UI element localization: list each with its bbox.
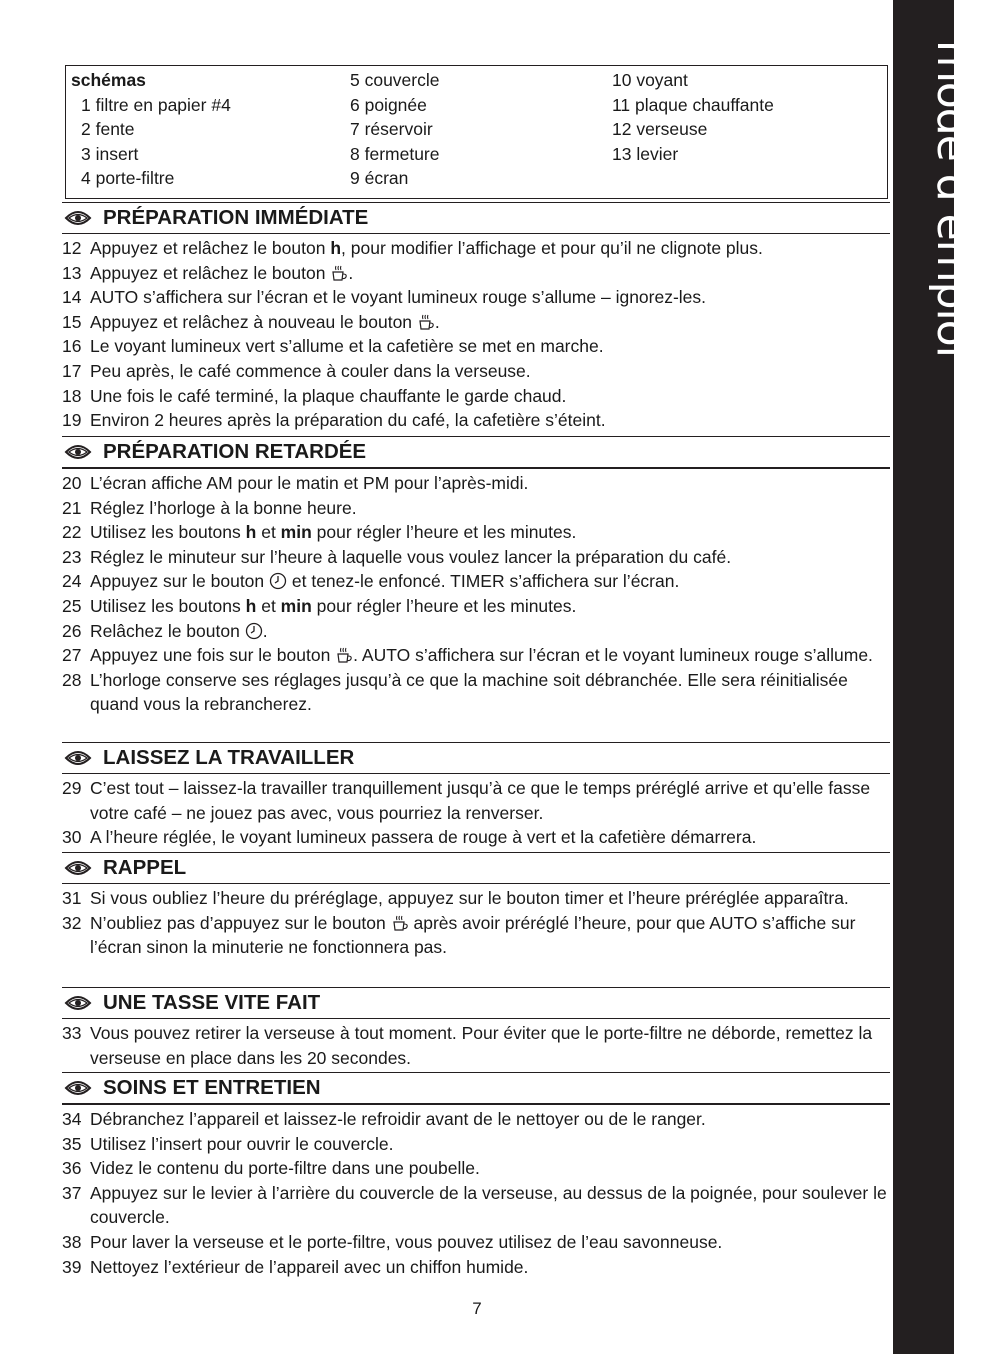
schema-item: 6 poignée (350, 94, 427, 115)
step-item (62, 1132, 890, 1157)
step-list (62, 469, 890, 717)
step-item (62, 569, 890, 594)
step-item (62, 545, 890, 570)
step-number: 13 (62, 262, 82, 283)
step-item (62, 496, 890, 521)
schemas-column-1 (71, 68, 231, 191)
step-text (90, 594, 890, 619)
step-text (90, 643, 890, 668)
step-number: 12 (62, 238, 82, 258)
step-item (62, 1107, 890, 1132)
schema-item: 13 levier (612, 143, 679, 164)
step-text-run: . (434, 311, 440, 332)
step-text (90, 496, 890, 521)
step-text-run: Si vous oubliez l’heure du préréglage, appuyez sur le bouton timer et l’heure préréglée apparaîtra. (90, 888, 849, 908)
eye-icon (62, 750, 103, 766)
step-item (62, 520, 890, 545)
step-text-run: . (262, 620, 268, 641)
step-list (62, 234, 890, 433)
step-text-run: pour régler l’heure et les minutes. (311, 522, 577, 543)
step-number: 25 (62, 595, 82, 616)
step-text (90, 261, 890, 286)
step-number: 28 (62, 669, 82, 690)
step-number: 18 (62, 385, 82, 406)
step-text (90, 1181, 890, 1230)
step-item (62, 310, 890, 335)
step-text-run: N’oubliez pas d’appuyez sur le bouton (90, 912, 391, 933)
section-title: UNE TASSE VITE FAIT (103, 991, 321, 1014)
step-item (62, 776, 890, 825)
step-text (90, 236, 890, 261)
step-text (90, 359, 890, 384)
step-item (62, 886, 890, 911)
section-title: PRÉPARATION RETARDÉE (103, 440, 367, 463)
step-text-run: Réglez l’horloge à la bonne heure. (90, 497, 357, 518)
button-name: h (245, 522, 257, 543)
step-number: 24 (62, 571, 82, 592)
cup-icon (417, 312, 435, 332)
section-title: PRÉPARATION IMMÉDIATE (103, 206, 369, 229)
step-text-run: L’écran affiche AM pour le matin et PM pour l’après-midi. (90, 473, 529, 493)
schema-item: 5 couvercle (350, 70, 440, 90)
step-text (90, 408, 890, 433)
step-text-run: AUTO s’affichera sur l’écran et le voyant lumineux rouge s’allume – ignorez-les. (90, 287, 707, 308)
section (62, 203, 890, 433)
step-text (90, 1255, 890, 1280)
step-text (90, 825, 890, 850)
step-item (62, 359, 890, 384)
cup-icon (335, 645, 353, 665)
step-item (62, 911, 890, 960)
step-number: 16 (62, 336, 82, 357)
schema-item: 9 écran (350, 168, 409, 189)
schema-item: 4 porte-filtre (81, 168, 175, 189)
step-text (90, 668, 890, 717)
step-text-run: Utilisez les boutons (90, 522, 246, 543)
step-number: 37 (62, 1182, 82, 1203)
section (62, 436, 890, 717)
step-item (62, 643, 890, 668)
step-text (90, 520, 890, 545)
section-title: SOINS ET ENTRETIEN (103, 1076, 321, 1099)
eye-icon (62, 995, 103, 1011)
button-name: h (330, 238, 342, 258)
step-text (90, 886, 890, 911)
section-heading (62, 988, 890, 1019)
step-list (62, 774, 890, 850)
step-text (90, 911, 890, 960)
step-text-run: Débranchez l’appareil et laissez-le refroidir avant de le nettoyer ou de le ranger. (90, 1109, 706, 1129)
step-number: 21 (62, 497, 82, 518)
page-number: 7 (472, 1299, 482, 1318)
step-text-run: L’horloge conserve ses réglages jusqu’à ce que la machine soit débranchée. Elle sera réinitialisée quand vous la rebrancherez. (90, 669, 848, 715)
schema-item: 10 voyant (612, 70, 688, 90)
section-heading (62, 853, 890, 884)
step-text-run: Appuyez et relâchez le bouton (90, 238, 331, 258)
step-text-run: A l’heure réglée, le voyant lumineux passera de rouge à vert et la cafetière démarrera. (90, 827, 757, 848)
button-name: h (245, 595, 257, 616)
step-item (62, 1255, 890, 1280)
step-text-run: Appuyez et relâchez le bouton (90, 262, 331, 283)
side-tab (893, 0, 978, 1354)
step-number: 17 (62, 360, 82, 381)
section-heading (62, 203, 890, 234)
eye-icon (62, 1080, 103, 1096)
section-heading (62, 1073, 890, 1105)
step-text-run: Appuyez une fois sur le bouton (90, 645, 336, 666)
eye-icon (62, 210, 103, 226)
step-number: 26 (62, 620, 82, 641)
step-text-run: Relâchez le bouton (90, 620, 245, 641)
step-text (90, 1107, 890, 1132)
step-item (62, 471, 890, 496)
step-number: 27 (62, 645, 82, 666)
eye-icon (62, 860, 103, 876)
step-number: 36 (62, 1158, 82, 1179)
step-text-run: après avoir préréglé l’heure, pour que AUTO s’affiche sur l’écran sinon la minuterie ne fonctionnera pas. (90, 912, 856, 958)
clock-icon (245, 621, 263, 641)
schema-item: 12 verseuse (612, 119, 708, 140)
step-text-run: , pour modifier l’affichage et pour qu’il ne clignote plus. (341, 238, 763, 258)
step-text (90, 471, 890, 496)
step-text-run: . AUTO s’affichera sur l’écran et le voyant lumineux rouge s’allume. (353, 645, 873, 666)
step-number: 29 (62, 778, 82, 798)
step-number: 33 (62, 1023, 82, 1043)
step-text-run: et (256, 595, 281, 616)
step-text-run: C’est tout – laissez-la travailler tranquillement jusqu’à ce que le temps préréglé arrive et qu’elle fasse votre café – ne jouez pas avec, vous pourriez la renverser. (90, 778, 871, 823)
step-text (90, 619, 890, 644)
step-item (62, 384, 890, 409)
step-number: 22 (62, 522, 82, 543)
section-title: LAISSEZ LA TRAVAILLER (103, 746, 355, 769)
step-text (90, 310, 890, 335)
step-text-run: Appuyez sur le levier à l’arrière du couvercle de la verseuse, au dessus de la poignée, pour soulever le couvercle. (90, 1182, 887, 1228)
step-item (62, 1230, 890, 1255)
step-text-run: Videz le contenu du porte-filtre dans une poubelle. (90, 1158, 480, 1179)
step-item (62, 236, 890, 261)
step-text (90, 1132, 890, 1157)
step-text (90, 1021, 890, 1070)
step-text (90, 545, 890, 570)
cup-icon (330, 263, 348, 283)
section-heading (62, 437, 890, 469)
section (62, 987, 890, 1070)
step-text-run: Le voyant lumineux vert s’allume et la cafetière se met en marche. (90, 336, 604, 357)
step-text-run: Pour laver la verseuse et le porte-filtre, vous pouvez utilisez de l’eau savonneuse. (90, 1231, 723, 1252)
step-text (90, 1156, 890, 1181)
step-item (62, 594, 890, 619)
step-number: 39 (62, 1256, 82, 1277)
section-title: RAPPEL (103, 856, 187, 879)
step-text-run: pour régler l’heure et les minutes. (311, 595, 577, 616)
section (62, 852, 890, 960)
eye-icon (62, 444, 103, 460)
step-text (90, 334, 890, 359)
schema-item: 7 réservoir (350, 119, 433, 140)
section (62, 742, 890, 850)
step-number: 38 (62, 1231, 82, 1252)
step-list (62, 1019, 890, 1070)
step-number: 34 (62, 1109, 82, 1129)
step-item (62, 334, 890, 359)
step-text-run: Nettoyez l’extérieur de l’appareil avec un chiffon humide. (90, 1256, 529, 1277)
schemas-column-2 (350, 68, 440, 191)
step-text-run: Utilisez les boutons (90, 595, 246, 616)
section (62, 1072, 890, 1279)
step-item (62, 1021, 890, 1070)
step-item (62, 1181, 890, 1230)
step-text (90, 285, 890, 310)
step-number: 30 (62, 827, 82, 848)
step-item (62, 408, 890, 433)
cup-icon (391, 913, 409, 933)
step-item (62, 261, 890, 286)
step-text-run: et tenez-le enfoncé. TIMER s’affichera sur l’écran. (287, 571, 680, 592)
step-number: 19 (62, 410, 82, 431)
step-item (62, 285, 890, 310)
step-item (62, 825, 890, 850)
step-item (62, 619, 890, 644)
step-number: 20 (62, 473, 82, 493)
button-name: min (280, 595, 312, 616)
step-number: 31 (62, 888, 82, 908)
step-text (90, 1230, 890, 1255)
step-text-run: Appuyez et relâchez à nouveau le bouton (90, 311, 417, 332)
step-item (62, 1156, 890, 1181)
schemas-title: schémas (71, 70, 146, 90)
button-name: min (280, 522, 312, 543)
schemas-column-3 (612, 68, 774, 166)
section-heading (62, 743, 890, 774)
schema-item: 1 filtre en papier #4 (81, 94, 231, 115)
step-text-run: Utilisez l’insert pour ouvrir le couvercle. (90, 1133, 394, 1154)
step-list (62, 884, 890, 960)
side-tab-title: mode d’emploi (927, 40, 978, 357)
schema-item: 2 fente (81, 119, 135, 140)
step-number: 14 (62, 287, 82, 308)
step-text-run: Vous pouvez retirer la verseuse à tout moment. Pour éviter que le porte-filtre ne déborde, remettez la verseuse en place dans les 20 secondes. (90, 1023, 873, 1068)
step-text-run: Une fois le café terminé, la plaque chauffante le garde chaud. (90, 385, 567, 406)
step-list (62, 1105, 890, 1279)
schema-item: 11 plaque chauffante (612, 94, 774, 115)
step-text-run: Environ 2 heures après la préparation du café, la cafetière s’éteint. (90, 410, 606, 431)
schema-item: 3 insert (81, 143, 139, 164)
step-text-run: Réglez le minuteur sur l’heure à laquelle vous voulez lancer la préparation du café. (90, 546, 732, 567)
schema-item: 8 fermeture (350, 143, 440, 164)
step-number: 32 (62, 912, 82, 933)
step-text (90, 776, 890, 825)
step-text-run: Appuyez sur le bouton (90, 571, 270, 592)
step-text (90, 569, 890, 594)
step-text-run: Peu après, le café commence à couler dans la verseuse. (90, 360, 531, 381)
schemas-box (65, 65, 888, 199)
step-text-run: . (348, 262, 354, 283)
step-number: 35 (62, 1133, 82, 1154)
step-item (62, 668, 890, 717)
step-text (90, 384, 890, 409)
step-number: 15 (62, 311, 82, 332)
step-text-run: et (256, 522, 281, 543)
clock-icon (269, 571, 287, 591)
step-number: 23 (62, 546, 82, 567)
